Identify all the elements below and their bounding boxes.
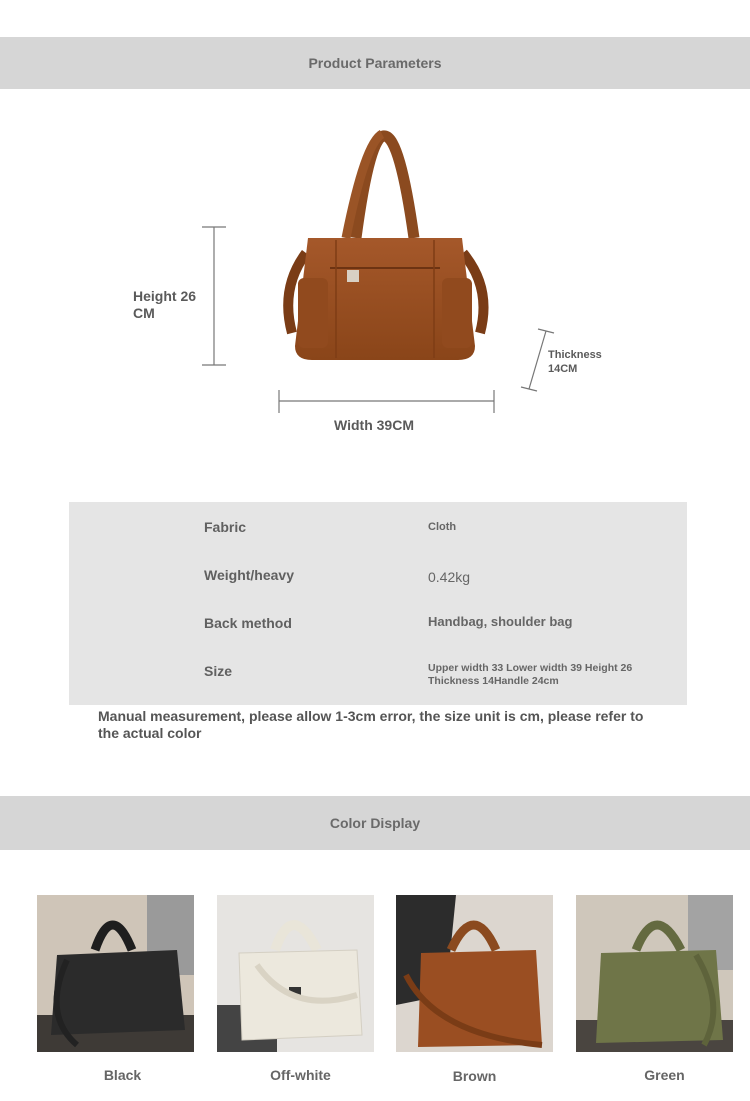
param-row-fabric <box>69 502 687 550</box>
param-value: 0.42kg <box>428 569 471 585</box>
param-value: Upper width 33 Lower width 39 Height 26 Thickness 14Handle 24cm <box>428 662 633 687</box>
height-dimension-label: Height 26 CM <box>133 288 197 321</box>
param-row-size <box>69 646 687 694</box>
section-title: Product Parameters <box>308 55 442 71</box>
bag-photo-green <box>576 895 733 1052</box>
parameters-table <box>69 502 687 705</box>
color-swatch-off-white[interactable] <box>217 895 374 1052</box>
color-label-black: Black <box>103 1067 142 1083</box>
width-dimension-label: Width 39CM <box>334 417 414 433</box>
param-key: Weight/heavy <box>204 567 294 583</box>
param-row-back-method <box>69 598 687 646</box>
param-key: Size <box>204 663 233 679</box>
color-swatch-green[interactable] <box>576 895 733 1052</box>
param-value: Cloth <box>428 521 457 533</box>
color-swatch-brown[interactable] <box>396 895 553 1052</box>
section-title: Color Display <box>329 815 421 831</box>
bag-photo-black <box>37 895 194 1052</box>
color-swatch-black[interactable] <box>37 895 194 1052</box>
color-label-off-white: Off-white <box>270 1067 331 1083</box>
thickness-line <box>529 331 546 389</box>
param-value: Handbag, shoulder bag <box>428 614 573 629</box>
measurement-note: Manual measurement, please allow 1-3cm error, the size unit is cm, please refer to the actual color <box>98 708 644 741</box>
bag-photo-off-white <box>217 895 374 1052</box>
color-display-banner <box>0 796 750 850</box>
color-label-green: Green <box>644 1067 685 1083</box>
param-key: Back method <box>204 615 292 631</box>
color-label-brown: Brown <box>452 1068 497 1084</box>
bag-image <box>270 128 496 368</box>
bag-photo-brown <box>396 895 553 1052</box>
param-key: Fabric <box>204 519 247 535</box>
param-row-weight <box>69 550 687 598</box>
thickness-dimension-label: Thickness 14CM <box>548 349 602 375</box>
product-parameters-banner <box>0 37 750 89</box>
